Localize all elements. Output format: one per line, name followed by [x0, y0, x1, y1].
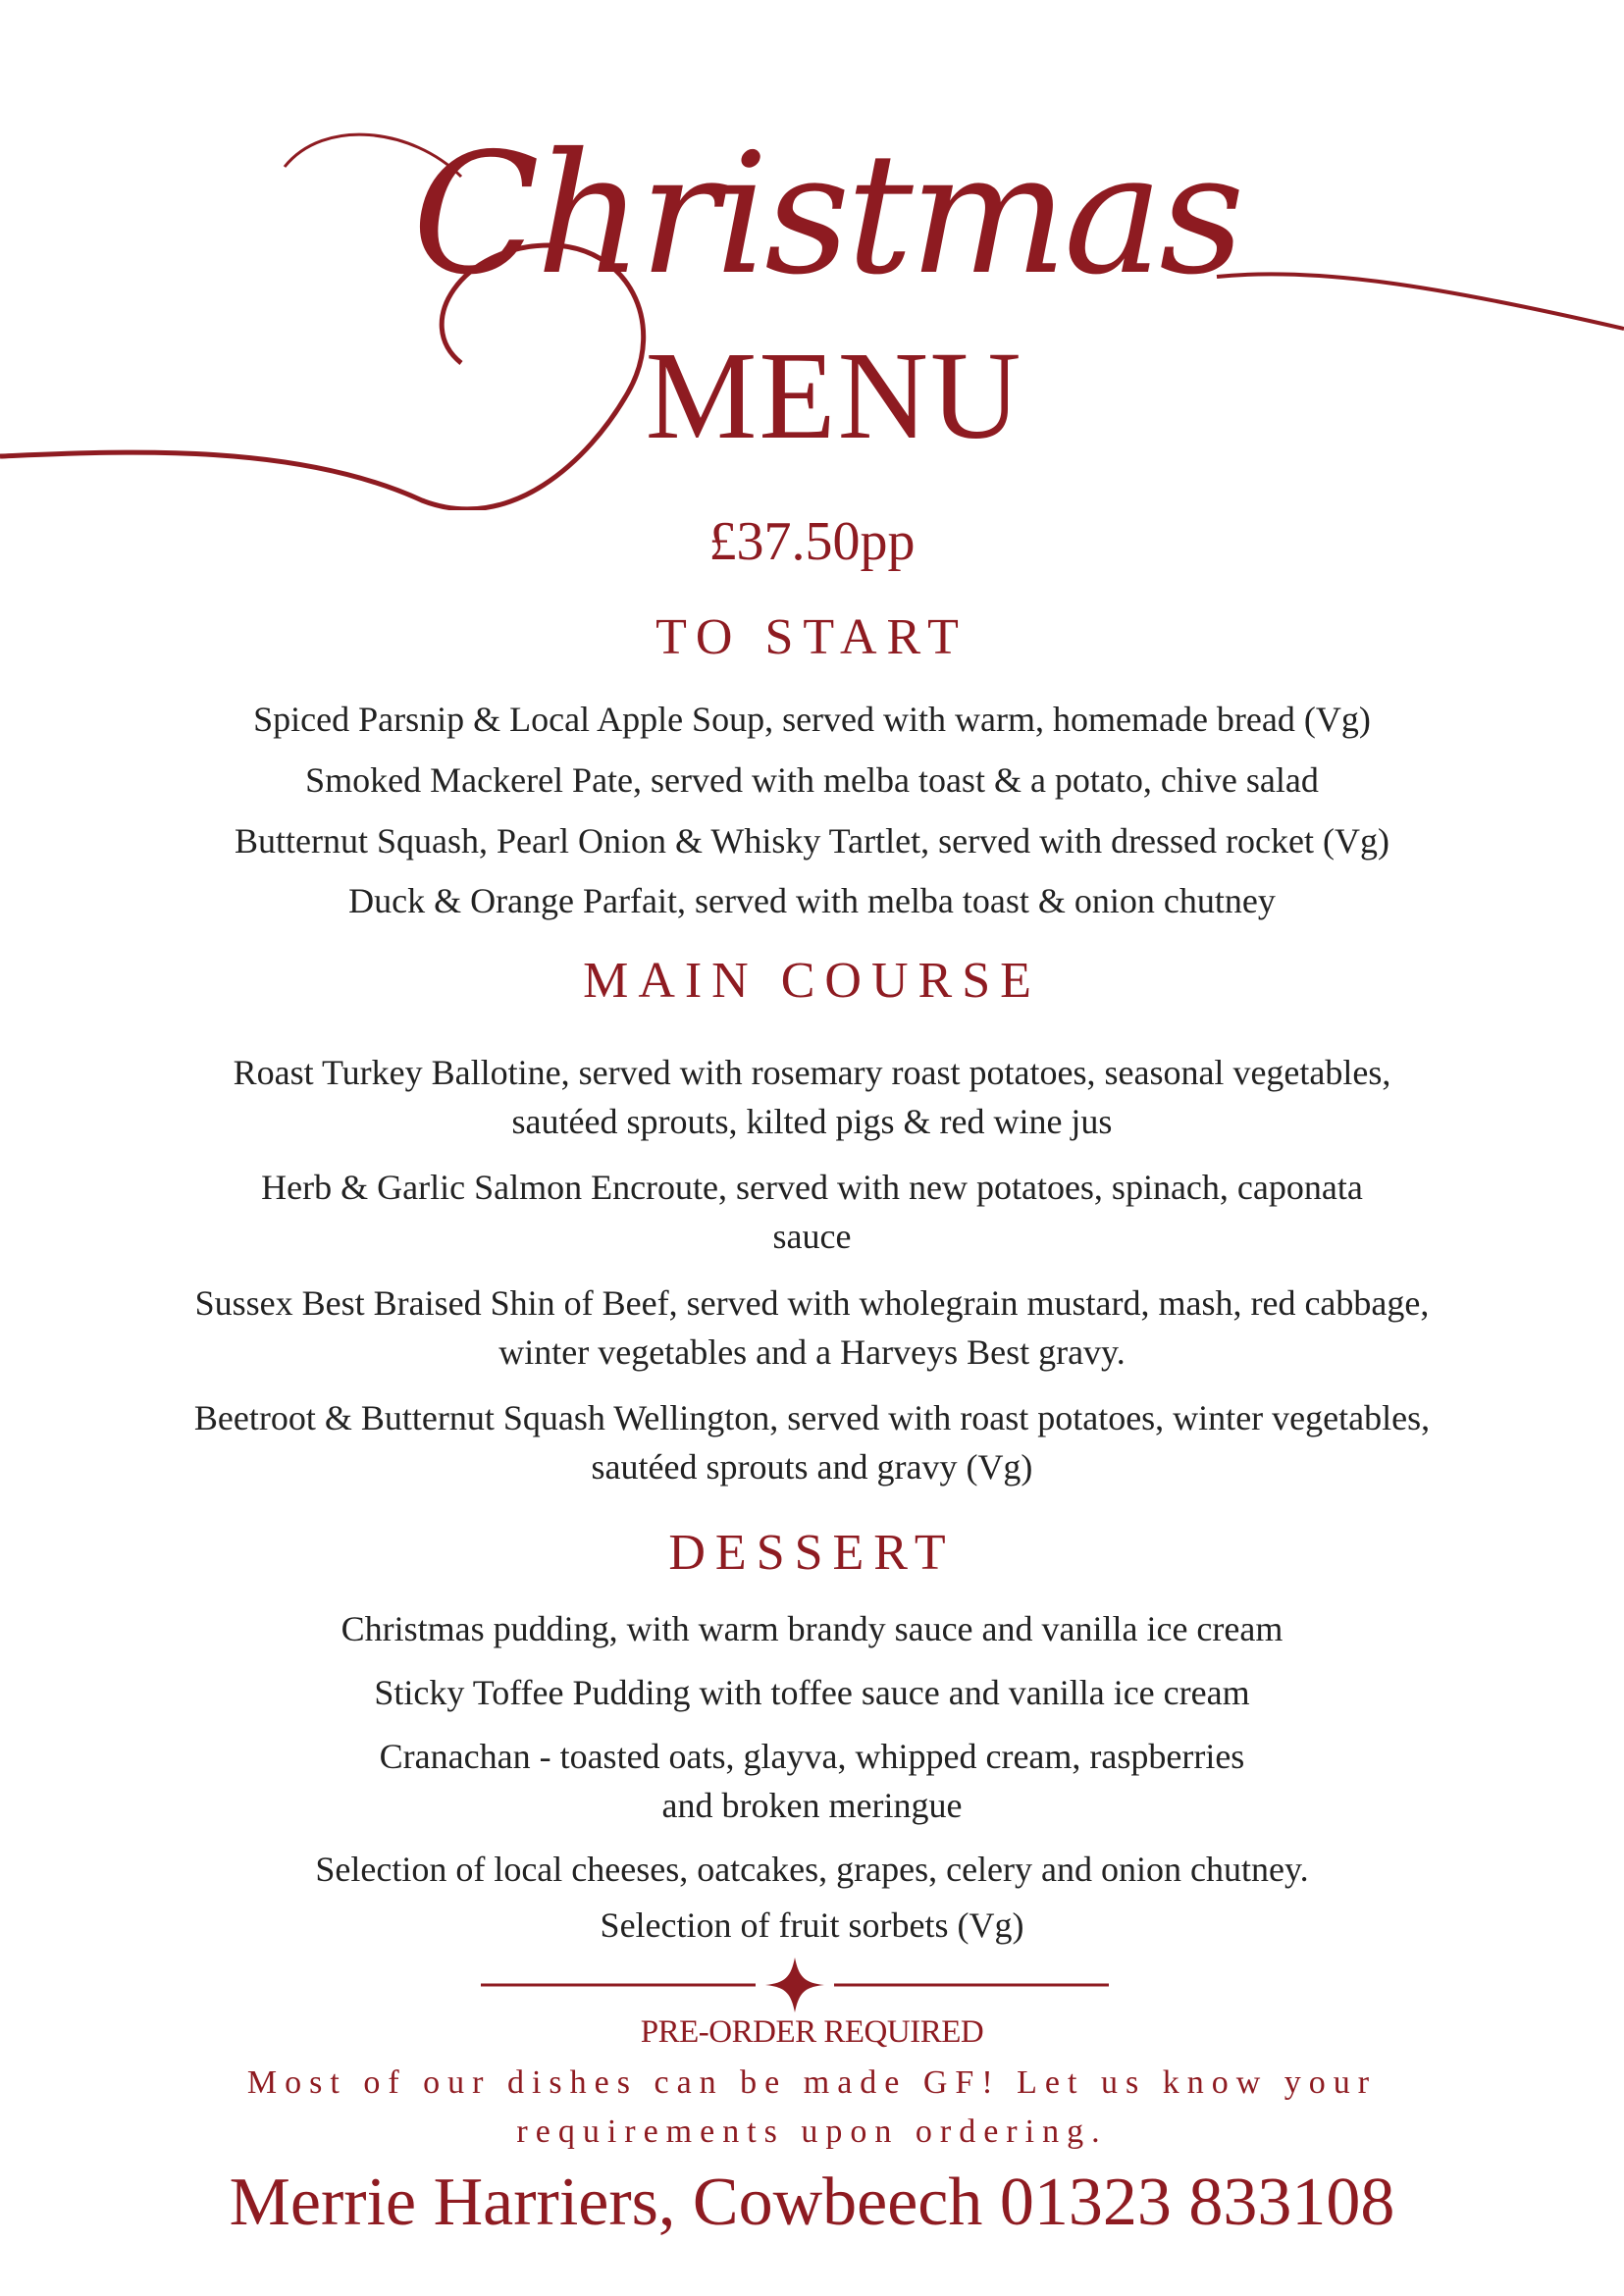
- menu-item: Selection of fruit sorbets (Vg): [600, 1905, 1024, 1945]
- price-per-person: £37.50pp: [708, 511, 916, 572]
- menu-item: Smoked Mackerel Pate, served with melba toast & a potato, chive salad: [305, 760, 1319, 800]
- restaurant-contact: Merrie Harriers, Cowbeech 01323 833108: [229, 2165, 1395, 2240]
- menu-item: Cranachan - toasted oats, glayva, whipped cream, raspberries and broken meringue: [379, 1737, 1245, 1825]
- menu-item: Beetroot & Butternut Squash Wellington, served with roast potatoes, winter vegetables, sautéed sprouts and gravy (Vg): [193, 1398, 1431, 1487]
- star-divider-icon: [461, 1957, 1128, 2016]
- preorder-notice: PRE-ORDER REQUIRED: [640, 2014, 984, 2050]
- menu-item: Roast Turkey Ballotine, served with rosemary roast potatoes, seasonal vegetables, sautéed sprouts, kilted pigs & red wine jus: [233, 1053, 1391, 1141]
- menu-item: Christmas pudding, with warm brandy sauce and vanilla ice cream: [341, 1609, 1283, 1648]
- menu-item: Sussex Best Braised Shin of Beef, served with wholegrain mustard, mash, red cabbage, winter vegetables and a Harveys Best gravy.: [194, 1283, 1430, 1372]
- menu-item: Butternut Squash, Pearl Onion & Whisky Tartlet, served with dressed rocket (Vg): [235, 821, 1389, 861]
- menu-item: Herb & Garlic Salmon Encroute, served with new potatoes, spinach, caponata sauce: [261, 1168, 1363, 1256]
- section-heading-dessert: DESSERT: [668, 1525, 956, 1581]
- section-heading-main: MAIN COURSE: [583, 953, 1041, 1009]
- menu-title-script: Christmas: [412, 118, 1241, 312]
- menu-item: Duck & Orange Parfait, served with melba toast & onion chutney: [348, 881, 1276, 920]
- menu-title: MENU: [645, 326, 1023, 465]
- section-heading-start: TO START: [655, 609, 969, 665]
- gluten-free-note: Most of our dishes can be made GF! Let us know your requirements upon ordering.: [246, 2064, 1378, 2150]
- menu-item: Spiced Parsnip & Local Apple Soup, served with warm, homemade bread (Vg): [253, 700, 1371, 739]
- menu-item: Selection of local cheeses, oatcakes, grapes, celery and onion chutney.: [315, 1850, 1309, 1889]
- menu-item: Sticky Toffee Pudding with toffee sauce and vanilla ice cream: [374, 1673, 1250, 1712]
